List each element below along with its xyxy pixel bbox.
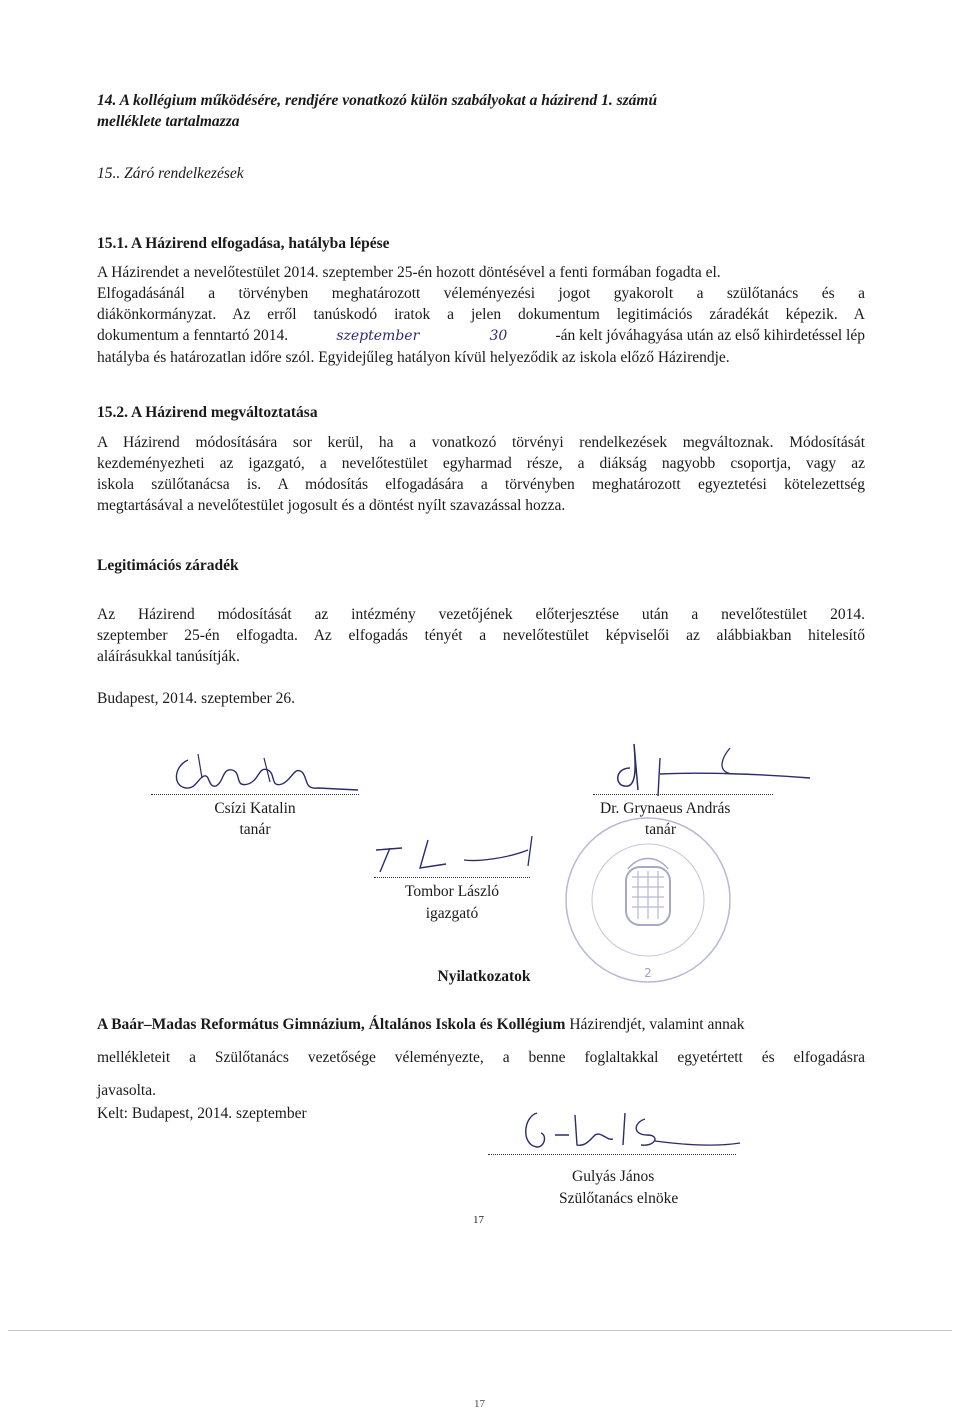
signature-1-role: tanár: [239, 821, 271, 838]
signature-1-line: [151, 794, 359, 795]
paragraph-line: A Házirendet a nevelőtestület 2014. szeptember 25-én hozott döntésével a fenti formában fogadta el.: [97, 264, 721, 281]
signature-3-line: [374, 877, 530, 878]
section-15-2-heading: 15.2. A Házirend megváltoztatása: [97, 404, 318, 421]
statements-paragraph: [97, 1008, 865, 1107]
legitimation-heading: Legitimációs záradék: [97, 557, 239, 574]
page-bottom-rule: [8, 1330, 952, 1331]
signature-2-scribble: [600, 738, 820, 798]
paragraph-line: [97, 1008, 865, 1041]
paragraph-line: kezdeményezheti az igazgató, a nevelőtestület egyharmad része, a diákság nagyobb csoportja, vagy az: [97, 455, 865, 472]
issued-date: Kelt: Budapest, 2014. szeptember: [97, 1105, 307, 1122]
signature-3-scribble: [368, 828, 548, 876]
paragraph-line: A Házirend módosítására sor kerül, ha a vonatkozó törvényi rendelkezések megváltoznak. Módosítását: [97, 434, 865, 451]
paragraph-line: aláírásukkal tanúsítják.: [97, 648, 240, 665]
signature-2-name: Dr. Grynaeus András: [600, 800, 731, 817]
place-and-date: Budapest, 2014. szeptember 26.: [97, 690, 296, 707]
paragraph-line-rest: Házirendjét, valamint annak: [565, 1016, 745, 1033]
paragraph-line: diákönkormányzat. Az erről tanúskodó iratok a jelen dokumentum legitimációs záradékát képezik. A: [97, 306, 865, 323]
school-name: A Baár–Madas Református Gimnázium, Általános Iskola és Kollégium: [97, 1016, 566, 1033]
paragraph-line: iskola szülőtanácsa is. A módosítás elfogadására a törvényben meghatározott egyeztetési kötelezettség: [97, 476, 865, 493]
stamp-number: 2: [644, 966, 652, 980]
paragraph-line: javasolta.: [97, 1082, 156, 1099]
signature-2-line: [593, 794, 773, 795]
institution-stamp: [548, 815, 748, 990]
signature-3-name: Tombor László: [404, 883, 500, 900]
signature-4-name: Gulyás János: [572, 1168, 655, 1185]
paragraph-line: Elfogadásánál a törvényben meghatározott véleményezési jogot gyakorolt a szülőtanács és a: [97, 285, 865, 302]
signature-3-role: igazgató: [425, 905, 479, 922]
paragraph-line-end: -án kelt jóváhagyása után az első kihirdetéssel lép: [555, 327, 865, 344]
signature-4-line: [488, 1154, 736, 1155]
section-14-heading: [97, 90, 877, 132]
handwritten-day: 30: [489, 328, 508, 344]
handwritten-month: szeptember: [336, 328, 420, 344]
statements-heading: Nyilatkozatok: [437, 968, 531, 985]
paragraph-line: hatályba és határozatlan időre szól. Egyidejűleg hatályon kívül helyeződik az iskola előző Házirendje.: [97, 349, 730, 366]
paragraph-line: megtartásával a nevelőtestület jogosult és a döntést nyílt szavazással hozza.: [97, 497, 566, 514]
signature-2-role: tanár: [645, 821, 676, 838]
section-14-heading-line-1: 14. A kollégium működésére, rendjére vonatkozó külön szabályokat a házirend 1. számú: [97, 92, 658, 109]
page-number: 17: [473, 1214, 484, 1226]
signature-4-scribble: [515, 1105, 745, 1155]
section-15-2-paragraph: [97, 432, 865, 516]
signature-1-scribble: [168, 748, 368, 796]
section-15-heading: 15.. Záró rendelkezések: [97, 165, 244, 182]
signature-4-role: Szülőtanács elnöke: [559, 1190, 679, 1207]
outer-page-number: 17: [474, 1398, 485, 1410]
paragraph-line: mellékleteit a Szülőtanács vezetősége véleményezte, a benne foglaltakkal egyetértett és elfogadásra: [97, 1049, 865, 1066]
paragraph-line-with-handwriting: [97, 325, 865, 347]
section-15-1-paragraph: [97, 262, 865, 368]
signature-1-name: Csízi Katalin: [214, 800, 296, 817]
legitimation-paragraph: [97, 604, 865, 667]
section-14-heading-line-2: melléklete tartalmazza: [97, 113, 240, 130]
paragraph-line: szeptember 25-én elfogadta. Az elfogadás tényét a nevelőtestület képviselői az alábbiakban hitelesítő: [97, 627, 865, 644]
paragraph-line-start: dokumentum a fenntartó 2014.: [97, 327, 289, 344]
paragraph-line: Az Házirend módosítását az intézmény vezetőjének előterjesztése után a nevelőtestület 2014.: [97, 606, 865, 623]
section-15-1-heading: 15.1. A Házirend elfogadása, hatályba lépése: [97, 235, 390, 252]
